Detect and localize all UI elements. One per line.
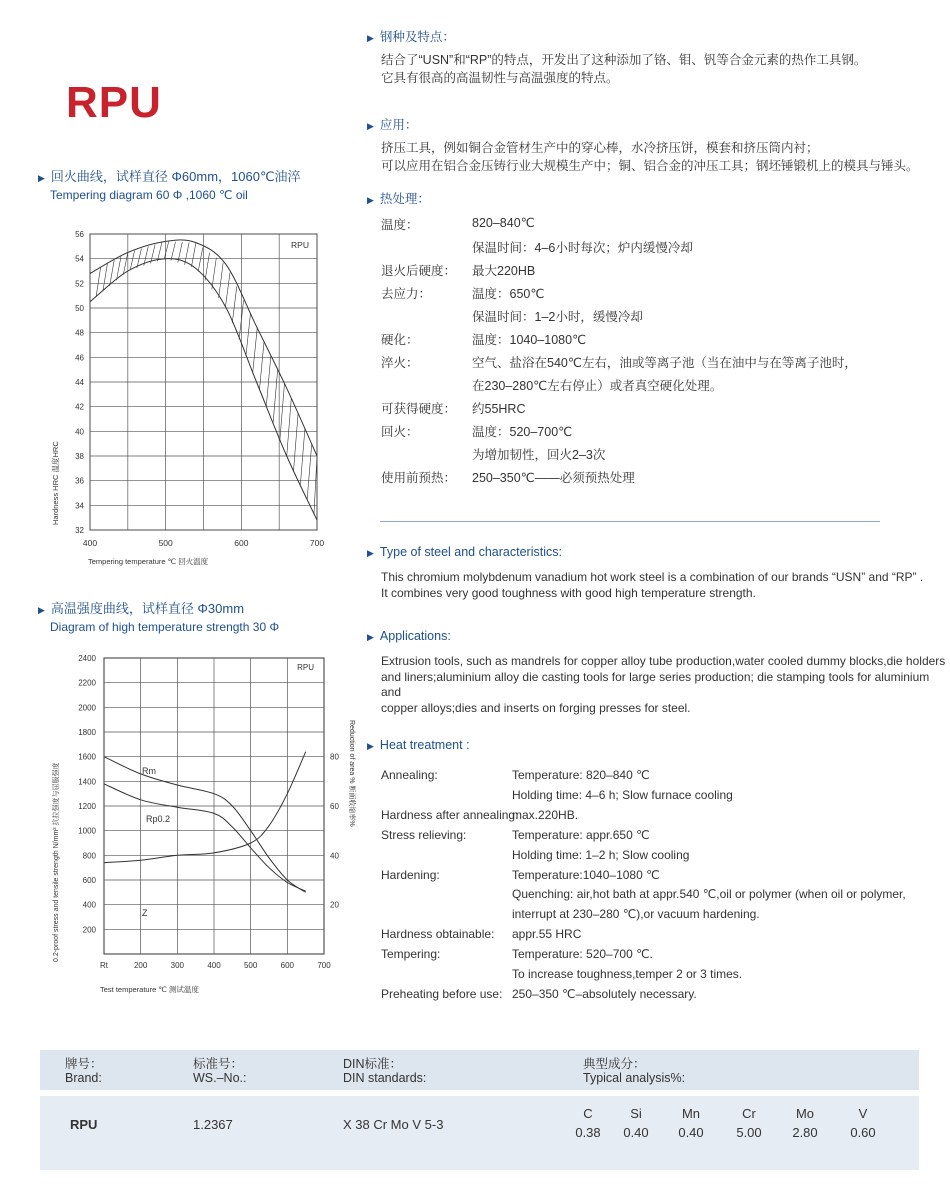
hatch-line xyxy=(280,384,285,440)
heat-row-value: 温度：650℃ xyxy=(472,287,545,301)
heat-row-label: Preheating before use: xyxy=(381,986,503,1001)
chart1-heading-en: Tempering diagram 60 Φ ,1060 ℃ oil xyxy=(50,188,248,202)
y-tick-label: 1000 xyxy=(78,826,96,836)
ws-value: 1.2367 xyxy=(193,1117,233,1132)
en-type-heading-text: Type of steel and characteristics: xyxy=(379,545,562,559)
heat-row-value: appr.55 HRC xyxy=(512,927,582,942)
heat-row-label: 淬火： xyxy=(381,356,419,370)
ws-header xyxy=(193,1057,247,1085)
y-tick-label: 600 xyxy=(82,876,96,885)
element-symbol: Si xyxy=(630,1106,642,1121)
en-app-paragraph xyxy=(381,654,950,716)
heat-row-value: Temperature: 520–700 ℃. xyxy=(512,947,653,962)
element-symbol: Mo xyxy=(795,1106,815,1121)
cn-heat-heading-text: 热处理： xyxy=(379,192,430,206)
element-value: 0.40 xyxy=(678,1125,704,1140)
en-type-line: It combines very good toughness with good high temperature strength. xyxy=(381,586,756,600)
x-tick-label: 600 xyxy=(280,961,295,970)
chart1-heading-cn: 回火曲线，试样直径 Φ60mm，1060℃油淬 xyxy=(50,169,301,184)
tempering-chart-svg xyxy=(40,222,340,572)
heat-row-label: Hardening: xyxy=(381,867,440,882)
element-symbol: C xyxy=(583,1106,593,1121)
element-value: 0.40 xyxy=(623,1125,649,1140)
hatch-line xyxy=(198,248,203,272)
en-app-line: and liners;aluminium alloy die casting tools for large series production; die stamping tools for aluminium and xyxy=(381,669,930,699)
z-curve xyxy=(104,752,306,863)
y-axis-label: Hardness HRC 温度HRC xyxy=(51,441,60,525)
en-app-heading-text: Applications: xyxy=(379,629,451,643)
element-value: 0.38 xyxy=(575,1125,601,1140)
chart-title: RPU xyxy=(291,240,309,250)
heat-row-label: 温度： xyxy=(381,218,419,232)
heat-row-value: 约55HRC xyxy=(472,402,526,416)
element-value: 5.00 xyxy=(736,1125,762,1140)
composition-table-header xyxy=(40,1050,919,1090)
ws-header-cn: 标准号： xyxy=(193,1057,244,1071)
hatch-line xyxy=(232,286,237,322)
y-axis-label-left: 0.2-proof stress and tensile strength N/mm² 抗拉强度与屈服强度 xyxy=(53,762,60,962)
heat-row-label: 可获得硬度： xyxy=(381,402,457,416)
y-tick-label: 1800 xyxy=(78,728,96,737)
heat-row-label: Hardness obtainable: xyxy=(381,927,495,942)
composition-table-row xyxy=(40,1096,919,1170)
y-tick-label: 40 xyxy=(75,427,84,437)
heat-row-value: 温度：520–700℃ xyxy=(472,425,573,439)
heat-row-value: 最大220HB xyxy=(472,264,536,278)
din-value: X 38 Cr Mo V 5-3 xyxy=(343,1117,444,1132)
y-tick-label: 2400 xyxy=(78,654,96,663)
heat-row-value: 820–840℃ xyxy=(472,216,535,230)
heat-row-value: 保温时间：1–2小时，缓慢冷却 xyxy=(472,310,643,324)
y-tick-label: 32 xyxy=(75,526,84,535)
section-divider xyxy=(380,521,880,522)
x-tick-label: 400 xyxy=(82,538,98,548)
din-header-cn: DIN标准： xyxy=(343,1057,403,1071)
en-app-line: Extrusion tools, such as mandrels for copper alloy tube production,water cooled dummy blocks,die holders xyxy=(381,654,946,668)
en-type-line: This chromium molybdenum vanadium hot work steel is a combination of our brands “USN” and “RP” . xyxy=(381,570,924,584)
ws-header-en: WS.–No.: xyxy=(193,1071,247,1085)
heat-row-label: Annealing: xyxy=(381,768,438,782)
cn-type-heading-text: 钢种及特点： xyxy=(379,30,455,44)
y-tick-label: 38 xyxy=(75,452,84,461)
brand-value: RPU xyxy=(70,1117,98,1132)
cn-app-heading-text: 应用： xyxy=(379,118,418,132)
hatch-line xyxy=(253,328,258,373)
cn-heat-heading xyxy=(367,189,430,207)
x-tick-label: 500 xyxy=(243,961,258,970)
y-right-tick-label: 60 xyxy=(330,802,339,811)
x-tick-label: 500 xyxy=(158,538,173,548)
en-type-heading xyxy=(367,545,562,559)
x-tick-label: 700 xyxy=(309,538,325,548)
heat-row-label: Hardness after annealing: xyxy=(381,807,519,822)
x-tick-label: 700 xyxy=(317,961,331,970)
hatch-line xyxy=(171,242,176,261)
bullet-icon: ▶ xyxy=(367,741,374,751)
hatch-line xyxy=(191,243,196,267)
cn-type-heading xyxy=(367,27,455,45)
heat-row-label: 硬化： xyxy=(381,333,419,347)
heat-row-label: 去应力： xyxy=(381,287,432,301)
cn-app-heading xyxy=(367,115,417,133)
heat-row-label: Tempering: xyxy=(381,947,441,962)
heat-row-value: Temperature: appr.650 ℃ xyxy=(512,827,650,842)
cn-type-line: 它具有很高的高温韧性与高温强度的特点。 xyxy=(381,71,619,85)
tempering-chart xyxy=(40,222,340,572)
y-tick-label: 50 xyxy=(75,304,84,313)
din-header-en: DIN standards: xyxy=(343,1071,427,1085)
bullet-icon: ▶ xyxy=(367,33,374,43)
element-value: 0.60 xyxy=(850,1125,876,1140)
x-axis-label: Tempering temperature ℃ 回火温度 xyxy=(88,557,209,566)
y-right-tick-label: 80 xyxy=(330,752,339,762)
y-tick-label: 48 xyxy=(75,328,84,338)
heat-row-value: Holding time: 1–2 h; Slow cooling xyxy=(512,847,690,862)
y-right-tick-label: 40 xyxy=(330,851,339,861)
heat-row-value: To increase toughness,temper 2 or 3 times. xyxy=(512,967,743,981)
hatch-line xyxy=(185,242,190,264)
hatch-line xyxy=(212,258,217,290)
bullet-icon: ▶ xyxy=(367,632,374,642)
heat-row-value: Quenching: air,hot bath at appr.540 ℃,oil or polymer (when oil or polymer, xyxy=(512,887,906,902)
hatch-line xyxy=(294,414,299,471)
cn-app-paragraph xyxy=(381,139,919,175)
en-heat-heading xyxy=(367,738,470,752)
en-type-paragraph xyxy=(381,569,923,601)
heat-row-value: 为增加韧性，回火2–3次 xyxy=(472,448,606,462)
y-tick-label: 800 xyxy=(82,851,96,861)
heat-row-label: 退火后硬度： xyxy=(381,264,457,278)
x-tick-label: 400 xyxy=(207,961,221,970)
bullet-icon: ▶ xyxy=(38,173,45,183)
cn-app-line: 可以应用在铝合金压铸行业大规模生产中；铜、铝合金的冲压工具；钢坯锤锻机上的模具与锤头。 xyxy=(381,159,919,173)
y-tick-label: 52 xyxy=(75,279,84,289)
heat-row-value: max.220HB. xyxy=(512,807,579,822)
en-app-heading xyxy=(367,629,451,643)
hatch-line xyxy=(273,370,278,423)
hatch-line xyxy=(205,253,210,281)
element-symbol: Cr xyxy=(742,1106,756,1121)
bullet-icon: ▶ xyxy=(38,605,45,615)
hatch-line xyxy=(307,444,312,499)
chart-title: RPU xyxy=(297,663,314,672)
y-tick-label: 1400 xyxy=(78,777,96,787)
element-symbol: Mn xyxy=(681,1106,701,1121)
y-tick-label: 1600 xyxy=(78,752,96,762)
chart2-heading xyxy=(38,600,279,636)
hatch-line xyxy=(219,263,224,299)
heat-row-value: Temperature: 820–840 ℃ xyxy=(512,768,650,782)
typical-header-en: Typical analysis%: xyxy=(583,1071,686,1085)
rp02-label: Rp0.2 xyxy=(146,814,171,824)
brand-logo: RPU xyxy=(66,78,162,127)
heat-row-value: 在230–280℃左右停止）或者真空硬化处理。 xyxy=(472,379,723,393)
typical-header-cn: 典型成分： xyxy=(583,1057,646,1071)
hatch-line xyxy=(246,314,251,356)
y-tick-label: 2200 xyxy=(78,678,96,688)
heat-row-value: Temperature:1040–1080 ℃ xyxy=(512,867,660,882)
cn-type-line: 结合了“USN”和“RP”的特点，开发出了这种添加了铬、钼、钒等合金元素的热作工具钢。 xyxy=(381,53,867,67)
y-tick-label: 46 xyxy=(75,353,84,363)
y-tick-label: 44 xyxy=(75,378,84,387)
y-tick-label: 2000 xyxy=(78,703,96,713)
cn-app-line: 挤压工具，例如铜合金管材生产中的穿心棒，水冷挤压饼，模套和挤压筒内衬； xyxy=(381,141,819,155)
x-tick-label: 200 xyxy=(133,961,148,970)
x-tick-label: 600 xyxy=(234,538,249,548)
hatch-line xyxy=(225,273,230,307)
element-value: 2.80 xyxy=(792,1125,818,1140)
bullet-icon: ▶ xyxy=(367,121,374,131)
brand-header xyxy=(65,1057,103,1085)
chart2-heading-cn: 高温强度曲线，试样直径 Φ30mm xyxy=(50,601,245,616)
heat-row-value: 250–350℃——必须预热处理 xyxy=(472,471,635,485)
brand-header-en: Brand: xyxy=(65,1071,102,1085)
heat-row-value: 空气、盐浴在540℃左右，油或等离子池（当在油中与在等离子池时， xyxy=(472,356,857,370)
cn-type-paragraph xyxy=(381,51,866,87)
din-header xyxy=(343,1057,426,1085)
y-tick-label: 200 xyxy=(82,925,96,935)
chart1-heading xyxy=(38,168,301,204)
en-heat-heading-text: Heat treatment : xyxy=(379,738,470,752)
rm-label: Rm xyxy=(142,766,156,776)
element-symbol: V xyxy=(858,1106,868,1121)
heat-row-label: Stress relieving: xyxy=(381,827,467,842)
y-tick-label: 42 xyxy=(75,402,84,412)
bullet-icon: ▶ xyxy=(367,548,374,558)
strength-chart xyxy=(40,648,355,998)
rp02-curve xyxy=(104,784,306,891)
y-right-tick-label: 20 xyxy=(330,900,339,910)
y-axis-label-right: Reduction of area % 断面收缩率% xyxy=(348,720,355,827)
y-tick-label: 36 xyxy=(75,476,84,486)
z-label: Z xyxy=(142,908,148,918)
hatch-line xyxy=(266,356,271,406)
heat-row-value: 温度：1040–1080℃ xyxy=(472,333,587,347)
hatch-line xyxy=(164,242,169,260)
en-app-line: copper alloys;dies and inserts on forging presses for steel. xyxy=(381,700,691,715)
hatch-line xyxy=(300,429,305,485)
rm-curve xyxy=(104,757,306,893)
y-tick-label: 56 xyxy=(75,230,84,239)
heat-row-value: 250–350 ℃–absolutely necessary. xyxy=(512,986,697,1001)
brand-header-cn: 牌号： xyxy=(65,1057,103,1071)
heat-row-value: interrupt at 230–280 ℃),or vacuum hardening. xyxy=(512,907,760,922)
x-tick-label: Rt xyxy=(100,961,108,970)
x-tick-label: 300 xyxy=(170,961,185,970)
heat-row-label: 使用前预热： xyxy=(381,471,457,485)
heat-row-label: 回火： xyxy=(381,425,419,439)
y-tick-label: 34 xyxy=(75,501,84,511)
bullet-icon: ▶ xyxy=(367,195,374,205)
chart2-heading-en: Diagram of high temperature strength 30 Φ xyxy=(50,620,280,634)
y-tick-label: 54 xyxy=(75,254,84,264)
y-tick-label: 400 xyxy=(82,900,96,910)
y-tick-label: 1200 xyxy=(78,802,96,811)
heat-row-value: Holding time: 4–6 h; Slow furnace cooling xyxy=(512,787,733,802)
heat-row-value: 保温时间：4–6小时每次；炉内缓慢冷却 xyxy=(472,241,693,255)
x-axis-label: Test temperature ℃ 测试温度 xyxy=(100,985,199,994)
strength-chart-svg xyxy=(40,648,355,998)
typical-header xyxy=(583,1057,685,1085)
